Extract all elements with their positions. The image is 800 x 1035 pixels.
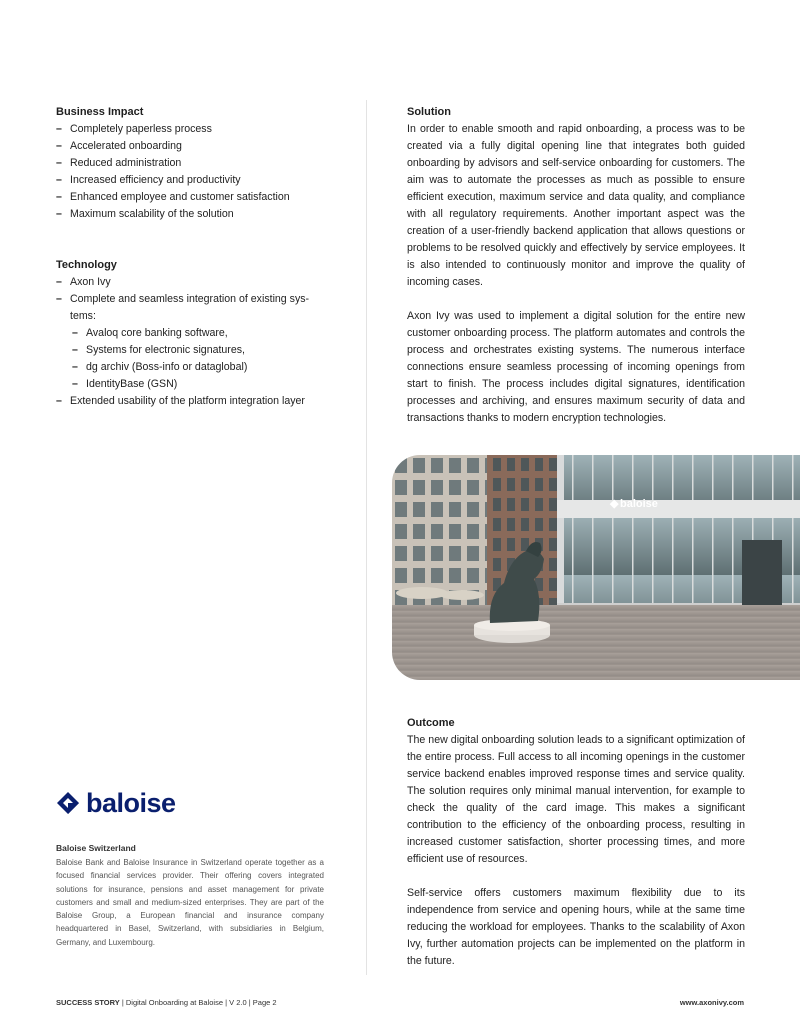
outcome-heading: Outcome	[407, 717, 455, 729]
outcome-paragraph-2: Self-service offers customers maximum flexibility due to its independence from service and opening hours, while at the same time reducing the workload for employees. Thanks to the scalability of Axon Ivy, further automation projects can be implemented on the platform in the future.	[407, 887, 745, 967]
logo-text: baloise	[86, 788, 176, 818]
list-item	[56, 291, 334, 325]
sub-list-item: – Systems for electronic signatures,	[56, 342, 334, 359]
baloise-diamond-icon	[56, 791, 80, 815]
list-item: – Reduced administration	[56, 155, 334, 172]
footer-details: | Digital Onboarding at Baloise | V 2.0 | Page 2	[119, 998, 277, 1007]
sub-list-item: – IdentityBase (GSN)	[56, 376, 334, 393]
list-item: – Maximum scalability of the solution	[56, 206, 334, 223]
business-impact-section	[56, 104, 334, 223]
list-item: – Extended usability of the platform integration layer	[56, 393, 334, 410]
list-item: – Enhanced employee and customer satisfaction	[56, 189, 334, 206]
technology-heading: Technology	[56, 259, 117, 271]
headquarters-photo	[392, 455, 800, 680]
solution-section	[407, 104, 745, 427]
solution-paragraph-2: Axon Ivy was used to implement a digital solution for the entire new customer onboarding process. The platform automates and controls the process and orchestrates existing systems. The numerous interface connections ensure seamless processing of incoming openings from start to finish. The process includes digital signatures, identification processes and archiving, and ensures maximum security of data and transactions thanks to modern encryption technologies.	[407, 310, 745, 424]
technology-section	[56, 257, 334, 410]
company-description: Baloise Bank and Baloise Insurance in Switzerland operate together as a focused financial services provider. Their offering covers integrated solutions for insurance, pensions and asset management for private customers and small and medium-sized enterprises. They are part of the Baloise Group, a European financial and insurance company headquartered in Basel, Switzerland, with subsidiaries in Belgium, Germany, and Luxembourg.	[56, 858, 324, 947]
solution-paragraph-1: In order to enable smooth and rapid onboarding, a process was to be created via a fully digital opening line that integrates both guided onboarding by advisors and self-service onboarding for customers. The aim was to automate the processes as much as possible to ensure efficient execution, maximum service and data quality, and compliance with all regulatory requirements. Another important aspect was the creation of a user-friendly backend application that allows questions or problems to be resolved quickly and effectively by service employees. It is also intended to continuously monitor and improve the quality of incoming cases.	[407, 123, 745, 288]
solution-heading: Solution	[407, 106, 451, 118]
baloise-logo	[56, 788, 176, 818]
left-column	[56, 104, 334, 410]
technology-list	[56, 274, 334, 410]
outcome-section	[407, 715, 745, 970]
column-divider	[366, 100, 367, 975]
footer-url[interactable]: www.axonivy.com	[679, 998, 744, 1007]
list-item-line: Complete and seamless integration of existing sys-	[70, 293, 310, 305]
footer-text	[56, 998, 277, 1007]
list-item-line: tems:	[70, 310, 96, 322]
list-item: – Increased efficiency and productivity	[56, 172, 334, 189]
business-impact-heading: Business Impact	[56, 106, 144, 118]
sub-list-item: – Avaloq core banking software,	[56, 325, 334, 342]
list-item: – Accelerated onboarding	[56, 138, 334, 155]
building-sign: baloise	[620, 498, 658, 510]
footer-label: SUCCESS STORY	[56, 998, 120, 1007]
svg-text:◆: ◆	[610, 498, 619, 510]
business-impact-list	[56, 121, 334, 223]
outcome-paragraph-1: The new digital onboarding solution leads to a significant optimization of the entire process. Full access to all incoming openings in the customer service backend enables improved response times and service quality. The solution requires only minimal manual intervention, for example to check the quality of the card image. This makes a significant contribution to the efficiency of the onboarding process, resulting in increased customer satisfaction, shorter processing times, and more efficient use of resources.	[407, 734, 745, 865]
sub-list-item: – dg archiv (Boss-info or dataglobal)	[56, 359, 334, 376]
list-item: – Axon Ivy	[56, 274, 334, 291]
company-title: Baloise Switzerland	[56, 843, 136, 853]
list-item: – Completely paperless process	[56, 121, 334, 138]
